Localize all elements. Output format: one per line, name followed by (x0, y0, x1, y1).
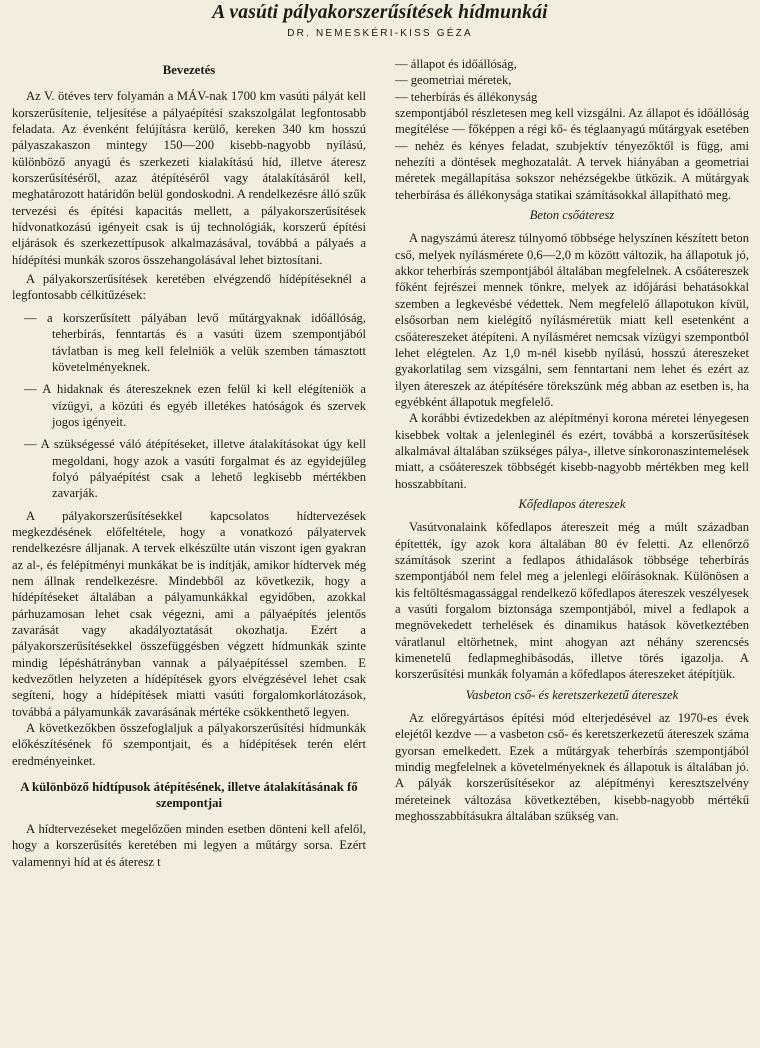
criteria-item: — geometriai méretek, (395, 73, 512, 88)
left-column (12, 56, 366, 870)
body-paragraph: Vasútvonalaink kőfedlapos átereszeit még a múlt században építették, így azok kora általában 80 év feletti. Az ellenőrző számítások szerint a fedlapos áthidalások többsége teherbírás szempontjából nem felel meg a jelenlegi előírásoknak. Különösen a kis feltöltésmagassággal rendelkező kőfedlapos átereszek veszélyesek a vasúti forgalom biztonsága szempontjából, mivel a fedlapok a megnövekedett terhelések és dinamikus hatások következtében váratlanul eltörhetnek, mint ahogyan azt néhány szerencsés kimenetelű fedlapmeghibásodás, illetve törés igazolja. A korszerűsítési munkák folyamán a kőfedlapos átereszeket átépítjük. (395, 520, 749, 682)
criteria-item: — teherbírás és állékonyság (395, 89, 538, 104)
criteria-list (395, 56, 749, 105)
section-heading: A különböző hídtípusok átépítésének, illetve átalakításának fő szempontjai (20, 780, 358, 811)
body-paragraph: A hídtervezéseket megelőzően minden esetben dönteni kell afelől, hogy a korszerűsítés keretében mi legyen a műtárgy sorsa. Ezért valamennyi híd at és áteresz t (12, 822, 366, 869)
goals-list (12, 310, 366, 502)
body-paragraph: A pályakorszerűsítésekkel kapcsolatos hídtervezések megkezdésének előfeltétele, hogy a vonatkozó pályatervek rendelkezésre álljanak. A tervek elkészülte után viszont igen gyakran az al-, és felépítményi munkákat be is indítják, amikor hídtervek még nem állnak rendelkezésre. Mindebből az következik, hogy a hídépítéseket általában a pályamunkákkal egyidőben, azokkal párhuzamosan lehet csak végezni, ami a pályaépítés jelentős zavarását vagy akadályoztatását okozhatja. Ezért a pályakorszerűsítésekkel összefüggésben végzett hídmunkák szinte mindig lépéshátrányban vannak a pályaépítéssel szemben. E kedvezőtlen helyzeten a hídépítések gyors elvégzésével lehet csak segíteni, hogy a hídépítések miatti vasúti forgalomkorlátozások, továbbá a pályamunkák zavarásának mértéke csökkenthető legyen. (12, 508, 366, 719)
goals-intro-paragraph: A pályakorszerűsítések keretében elvégzendő hídépítéseknél a legfontosabb célkitűzések: (12, 272, 366, 303)
body-paragraph: A következőkben összefoglaljuk a pályakorszerűsítési hídmunkák előkészítésének fő szempontjait, és a hídépítések terén elért eredményeinket. (12, 721, 366, 768)
body-paragraph: Az előregyártásos építési mód elterjedésével az 1970-es évek elejétől kezdve — a vasbeton cső- és keretszerkezetű átereszek száma gyorsan emelkedett. Ezek a műtárgyak teherbírás szempontjából mindig megfelelnek a követelményeknek és állapotuk is általában jó. A pályák korszerűsítésekor az alépítményi keresztszelvény méreteinek változása következtében, kisebb-nagyobb mértékű meghosszabbításukra általában szükség van. (395, 711, 749, 824)
intro-paragraph: Az V. ötéves terv folyamán a MÁV-nak 1700 km vasúti pályát kell korszerűsítenie, teljesítése a pályaépítési szakszolgálat legfontosabb feladata. Az évenként felújításra kerülő, kereken 340 km hosszú pályaszakaszon mintegy 150—200 kisebb-nagyobb nyílású, különböző anyagú és szerkezeti kialakítású híd, illetve áteresz korszerűsítéséről, azaz átépítéséről vagy átalakításáról kell, meghatározott határidőn belül gondoskodni. A rendelkezésre álló szűk tervezési és építési kapacitás mellett, a pályakorszerűsítések hídvonatkozású igényeit csak is új technológiák, korszerű építési eljárások és szerkezettípusok alkalmazásával, továbbá a pályaés a hídépítési munkák szoros összehangolásával lehet biztosítani. (12, 89, 366, 267)
goal-item: — A szükségessé váló átépítéseket, illetve átalakításokat úgy kell megoldani, hogy azok a vasúti forgalmat és az egyidejűleg folyó pályaépítést csak a lehető legkisebb mértékben zavarják. (24, 437, 366, 501)
subsection-heading-concrete-pipe: Beton csőáteresz (529, 208, 615, 223)
goal-item: — A hidaknak és átereszeknek ezen felül ki kell elégíteniök a vízügyi, a közúti és egyéb illetékes hatóságok és szervek jogos igényeit. (24, 382, 366, 429)
body-paragraph: A korábbi évtizedekben az alépítményi korona méretei lényegesen kisebbek voltak a jelenleginél és ezért, továbbá a korszerűsítések alkalmával általában szükséges pálya-, illetve sínkoronaszintemelések miatt, a csőátereszek többségét kisebb-nagyobb mértékben meg kell hosszabbítani. (395, 411, 749, 491)
body-paragraph: A nagyszámú áteresz túlnyomó többsége helyszínen készített beton cső, melyek nyílásmérete 0,6—2,0 m között változik, ha állapotuk jó, akkor teherbírás szempontjából általában megfelelnek. A csőátereszek főként fejrészei mennek tönkre, melyek az időjárási behatásokkal szemben a legkevésbé védettek. Nem megfelelő állapotukon kívül, elsősorban nem kielégítő nyílásméretük miatt kell esetenként a csőátereszeket átépíteni. A nyílásméret nemcsak vízügyi szempontból lehet elégtelen. Az 1,0 m-nél kisebb nyílású, hosszú átereszeket gyakorlatilag sem vizsgálni, sem fenntartani nem lehet és ezért az ilyen átereszek az átépítésére törekszünk még abban az esetben is, ha egyébként állapotuk megfelelő. (395, 231, 749, 409)
goal-item: — a korszerűsített pályában levő műtárgyaknak időállóság, teherbírás, fenntartás és a vasúti üzem szempontjából távlatban is meg kell felelniök a velük szemben támasztott követelményeknek. (24, 310, 366, 374)
intro-heading: Bevezetés (162, 63, 216, 77)
article-title: A vasúti pályakorszerűsítések hídmunkái (212, 2, 548, 23)
body-paragraph: szempontjából részletesen meg kell vizsgálni. Az állapot és időállóság megítélése — főképpen a régi kő- és téglaanyagú műtárgyak esetében — nehéz és kényes feladat, szubjektív tényezőktől is függ, ami nehezíti a döntések meghozatalát. A tervek hiányában a geometriai méretek megállapítása sokszor nehézségekbe ütközik. A műtárgyak teherbírása és állékonysága statikai számításokkal állapítható meg. (395, 106, 749, 202)
subsection-heading-stone-slab: Kőfedlapos átereszek (518, 496, 626, 511)
right-column (395, 56, 749, 824)
subsection-heading-reinforced-concrete: Vasbeton cső- és keretszerkezetű átereszek (465, 687, 679, 702)
criteria-item: — állapot és időállóság, (395, 57, 517, 71)
article-author: DR. NEMESKÉRI-KISS GÉZA (287, 28, 473, 39)
